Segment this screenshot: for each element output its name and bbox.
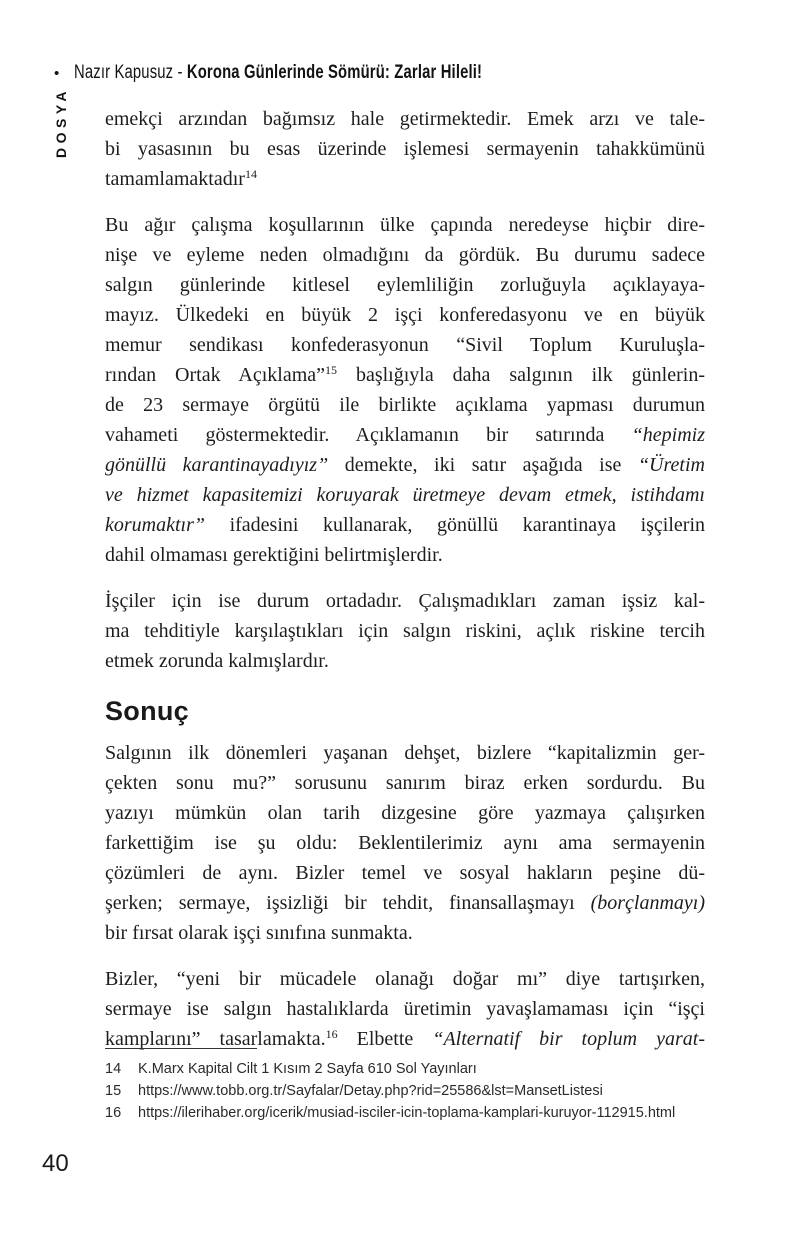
text-line: sermaye ise salgın hastalıklarda üretimin yavaşlamaması için “işçi [105,998,705,1020]
page-header [54,62,598,84]
header-text [74,62,482,84]
footnote-number: 15 [105,1083,122,1099]
text-line: nişe ve eyleme neden olmadığını da gördük. Bu durumu sadece [105,244,705,266]
body-text [105,104,705,1070]
text-line: Bizler, “yeni bir mücadele olanağı doğar mı” diye tartışırken, [105,968,705,990]
footnote-marker: 16 [325,1027,338,1041]
text-line: emekçi arzından bağımsız hale getirmektedir. Emek arzı ve tale- [105,108,705,130]
footnote-item [105,1102,755,1124]
footnote-item [105,1058,755,1080]
sidebar-vertical-label: DOSYA [53,86,69,158]
text-line: yazıyı mümkün olan tarih dizgesine göre yazmaya çalışırken [105,802,705,824]
footnote-text: https://ilerihaber.org/icerik/musiad-isciler-icin-toplama-kamplari-kuruyor-112915.html [138,1105,676,1121]
page-number: 40 [42,1150,69,1177]
text-line: vahameti göstermektedir. Açıklamanın bir satırında “hepimiz [105,424,705,446]
body-paragraph [105,104,705,194]
bullet-icon: • [54,64,60,82]
text-line: etmek zorunda kalmışlardır. [105,650,329,672]
body-paragraph [105,738,705,948]
section-heading: Sonuç [105,696,190,726]
header-title: Korona Günlerinde Sömürü: Zarlar Hileli! [187,62,483,83]
footnote-text: K.Marx Kapital Cilt 1 Kısım 2 Sayfa 610 Sol Yayınları [138,1061,477,1077]
text-line: Bu ağır çalışma koşullarının ülke çapında neredeyse hiçbir dire- [105,214,705,236]
text-line: dahil olmaması gerektiğini belirtmişlerdir. [105,544,443,566]
text-line: ma tehditiyle karşılaştıkları için salgın riskini, açlık riskine tercih [105,620,705,642]
text-line: korumaktır” ifadesini kullanarak, gönüllü karantinaya işçilerin [105,514,705,536]
footnote-number: 14 [105,1061,122,1077]
footnote-number: 16 [105,1105,122,1121]
text-line: tamamlamaktadır$^{14}$ [105,167,257,190]
footnote-text: https://www.tobb.org.tr/Sayfalar/Detay.php?rid=25586&lst=MansetListesi [138,1083,603,1099]
text-line: rından Ortak Açıklama”$^{15}$ başlığıyla daha salgının ilk günlerin- [105,363,705,386]
footnote-marker: 15 [325,363,338,377]
text-line: İşçiler için ise durum ortadadır. Çalışmadıkları zaman işsiz kal- [105,590,705,612]
header-author: Nazır Kapusuz - [74,62,188,83]
text-line: çekten sonu mu?” sorusunu sanırım biraz erken sordurdu. Bu [105,772,705,794]
text-line: farkettiğim ise şu oldu: Beklentilerimiz aynı ama sermayenin [105,832,705,854]
footnote-list [105,1058,755,1124]
text-line: bir fırsat olarak işçi sınıfına sunmakta. [105,922,413,944]
footnote-marker: 14 [244,167,257,181]
footnote-item [105,1080,755,1102]
body-paragraph [105,586,705,676]
body-paragraph [105,964,705,1054]
text-line: salgın günlerinde kitlesel eylemliliğin zorluğuyla açıklayaya- [105,274,705,296]
text-line: mayız. Ülkedeki en büyük 2 işçi konferedasyonu ve en büyük [105,304,705,326]
text-line: memur sendikası konfederasyonun “Sivil Toplum Kuruluşla- [105,334,705,356]
text-line: gönüllü karantinayadıyız” demekte, iki satır aşağıda ise “Üretim [105,454,705,476]
text-line: kamplarını” tasarlamakta.$^{16}$ Elbette “Alternatif bir toplum yarat- [105,1027,705,1050]
text-line: şerken; sermaye, işsizliği bir tehdit, finansallaşmayı (borçlanmayı) [105,892,705,914]
text-line: çözümleri de aynı. Bizler temel ve sosyal hakların peşine dü- [105,862,705,884]
body-paragraph [105,210,705,570]
text-line: ve hizmet kapasitemizi koruyarak üretmeye devam etmek, istihdamı [105,484,705,506]
text-line: Salgının ilk dönemleri yaşanan dehşet, bizlere “kapitalizmin ger- [105,742,705,764]
footnote-divider [105,1048,257,1049]
text-line: de 23 sermaye örgütü ile birlikte açıklama yapması durumun [105,394,705,416]
text-line: bi yasasının bu esas üzerinde işlemesi sermayenin tahakkümünü [105,138,705,160]
footnotes [105,1048,755,1124]
